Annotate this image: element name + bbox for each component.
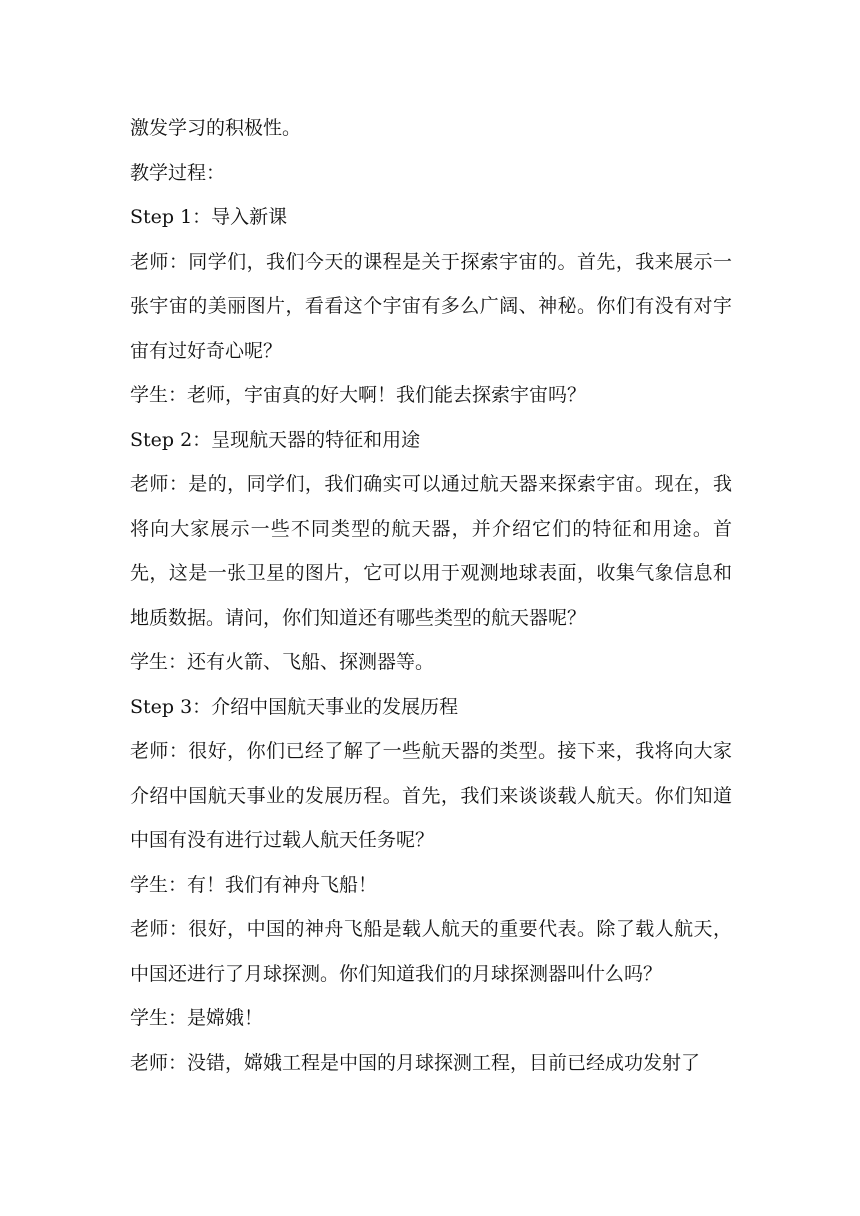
student-paragraph-3: 学生：有！我们有神舟飞船！: [130, 873, 378, 896]
teacher-paragraph-5: 老师：没错，嫦娥工程是中国的月球探测工程，目前已经成功发射了: [130, 1051, 701, 1074]
teacher-paragraph-2: 老师：是的，同学们，我们确实可以通过航天器来探索宇宙。现在，我将向大家展示一些不同类型的航天器，并介绍它们的特征和用途。首先，这是一张卫星的图片，它可以用于观测地球表面，收集气象信息和地质数据。请问，你们知道还有哪些类型的航天器呢？: [130, 473, 732, 629]
student-paragraph-4: 学生：是嫦娥！: [130, 1007, 264, 1029]
step-heading-3: Step 3：介绍中国航天事业的发展历程: [130, 695, 459, 718]
step-heading-2: Step 2：呈现航天器的特征和用途: [130, 428, 421, 451]
teacher-paragraph-4: 老师：很好，中国的神舟飞船是载人航天的重要代表。除了载人航天，中国还进行了月球探测。你们知道我们的月球探测器叫什么吗？: [130, 918, 732, 985]
student-paragraph-2: 学生：还有火箭、飞船、探测器等。: [130, 651, 435, 673]
student-paragraph-1: 学生：老师，宇宙真的好大啊！我们能去探索宇宙吗？: [130, 384, 587, 406]
document-page: [130, 106, 732, 1085]
teacher-paragraph-3: 老师：很好，你们已经了解了一些航天器的类型。接下来，我将向大家介绍中国航天事业的发展历程。首先，我们来谈谈载人航天。你们知道中国有没有进行过载人航天任务呢？: [130, 740, 732, 851]
text-line-intro-end: 激发学习的积极性。: [130, 117, 302, 139]
teacher-paragraph-1: 老师：同学们，我们今天的课程是关于探索宇宙的。首先，我来展示一张宇宙的美丽图片，看看这个宇宙有多么广阔、神秘。你们有没有对宇宙有过好奇心呢？: [130, 250, 732, 362]
step-heading-1: Step 1：导入新课: [130, 206, 288, 228]
section-heading-process: 教学过程：: [130, 161, 226, 184]
